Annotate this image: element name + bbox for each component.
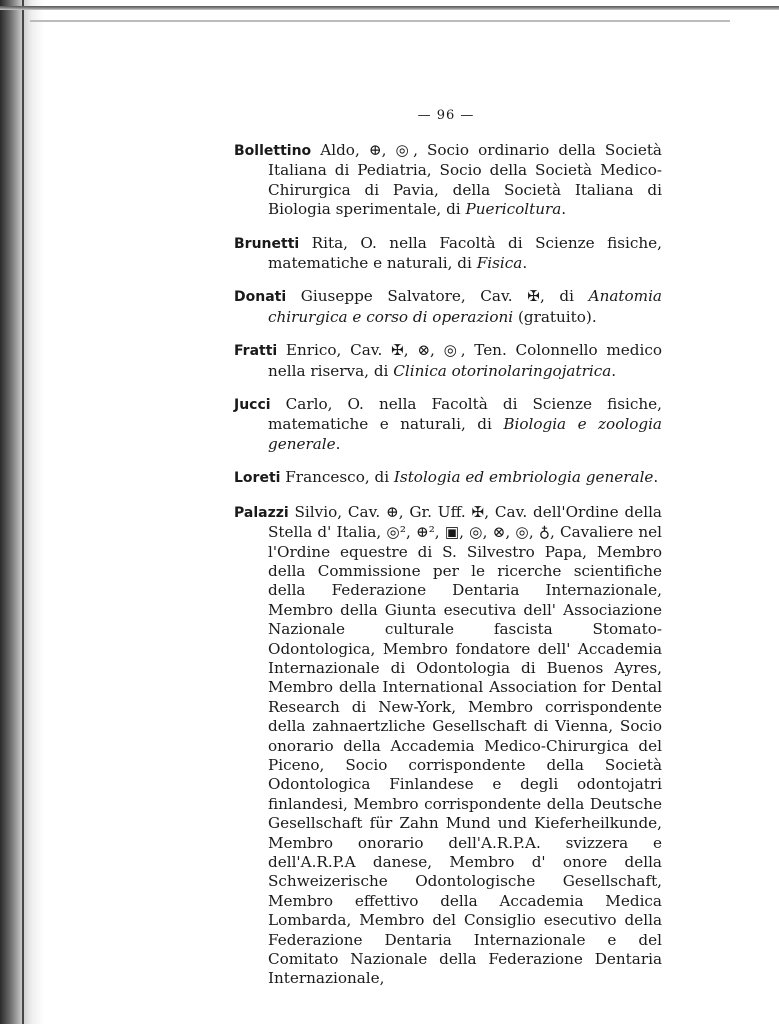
top-page-rule bbox=[30, 20, 730, 22]
entry-text: Rita, O. nella Facoltà di Scienze fisiche, matematiche e naturali, di bbox=[268, 233, 662, 273]
entry-subject: Biologia e zoologia generale bbox=[268, 415, 662, 453]
entry-surname: Bollettino bbox=[234, 143, 312, 159]
entry-loreti bbox=[230, 468, 662, 488]
top-page-edge bbox=[0, 6, 779, 10]
entry-tail: . bbox=[611, 361, 617, 380]
entry-surname: Loreti bbox=[234, 470, 281, 487]
entry-tail: . bbox=[522, 254, 528, 273]
entry-text: Silvio, Cav. ⊕, Gr. Uff. ✠, Cav. dell'Ordine della Stella d' Italia, ◎², ⊕², ▣, ◎, ⊗, ◎, ♁, Cavaliere nel l'Ordine equestre di S. Silvestro Papa, Membro della Commissione per le ricerche scientifiche della Federazione Dentaria Internazionale, Membro della Giunta esecutiva dell' Associazione Nazionale culturale fascista Stomato-Odontologica, Membro fondatore dell' Accademia Internazionale di Odontologia di Buenos Ayres, Membro della International Association for Dental Research di New-York, Membro corrispondente della zahnaertzliche Gesellschaft di Vienna, Socio onorario della Accademia Medico-Chirurgica del Piceno, Socio corrispondente della Società Odontologica Finlandese e degli odontojatri finlandesi, Membro corrispondente della Deutsche Gesellschaft für Zahn Mund und Kieferheilkunde, Membro onorario dell'A.R.P.A. svizzera e dell'A.R.P.A danese, Membro d' onore della Schweizerische Odontologische Gesellschaft, Membro effettivo della Accademia Medica Lombarda, Membro del Consiglio esecutivo della Federazione Dentaria Internazionale e del Comitato Nazionale della Federazione Dentaria Internazionale, bbox=[268, 502, 662, 988]
entry-text: Carlo, O. nella Facoltà di Scienze fisiche, matematiche e naturali, di bbox=[268, 395, 662, 434]
entry-tail: . bbox=[335, 434, 341, 453]
binding-line bbox=[22, 0, 24, 1024]
entry-text: Aldo, ⊕, ◎, Socio ordinario della Società Italiana di Pediatria, Socio della Società Medico-Chirurgica di Pavia, della Società Italiana di Biologia sperimentale, di bbox=[268, 141, 662, 219]
entry-donati bbox=[230, 287, 662, 327]
page-content bbox=[230, 108, 662, 1003]
entry-subject: Puericoltura bbox=[465, 200, 562, 219]
entry-fratti bbox=[230, 341, 662, 381]
entry-jucci bbox=[230, 395, 662, 454]
entry-surname: Palazzi bbox=[234, 504, 289, 521]
entry-tail: . bbox=[653, 468, 659, 487]
entry-surname: Brunetti bbox=[234, 235, 300, 252]
entry-surname: Fratti bbox=[234, 343, 278, 360]
entry-text: Giuseppe Salvatore, Cav. ✠, di bbox=[286, 287, 589, 306]
entry-text: Francesco, di bbox=[280, 468, 394, 487]
entry-subject: Fisica bbox=[476, 254, 523, 273]
entry-bollettino bbox=[230, 141, 662, 220]
entry-text: Enrico, Cav. ✠, ⊗, ◎, Ten. Colonnello medico nella riserva, di bbox=[268, 341, 662, 380]
entry-tail: . bbox=[561, 200, 567, 219]
entry-subject: Istologia ed embriologia generale bbox=[393, 468, 654, 487]
entry-surname: Jucci bbox=[234, 397, 271, 414]
entry-tail: (gratuito). bbox=[513, 307, 597, 326]
entry-palazzi bbox=[230, 503, 662, 989]
page-number: — 96 — bbox=[417, 108, 475, 123]
entry-surname: Donati bbox=[234, 289, 287, 306]
entry-subject: Anatomia chirurgica e corso di operazioni bbox=[268, 287, 662, 326]
entry-subject: Clinica otorinolaringojatrica bbox=[393, 361, 612, 380]
entry-brunetti bbox=[230, 234, 662, 274]
